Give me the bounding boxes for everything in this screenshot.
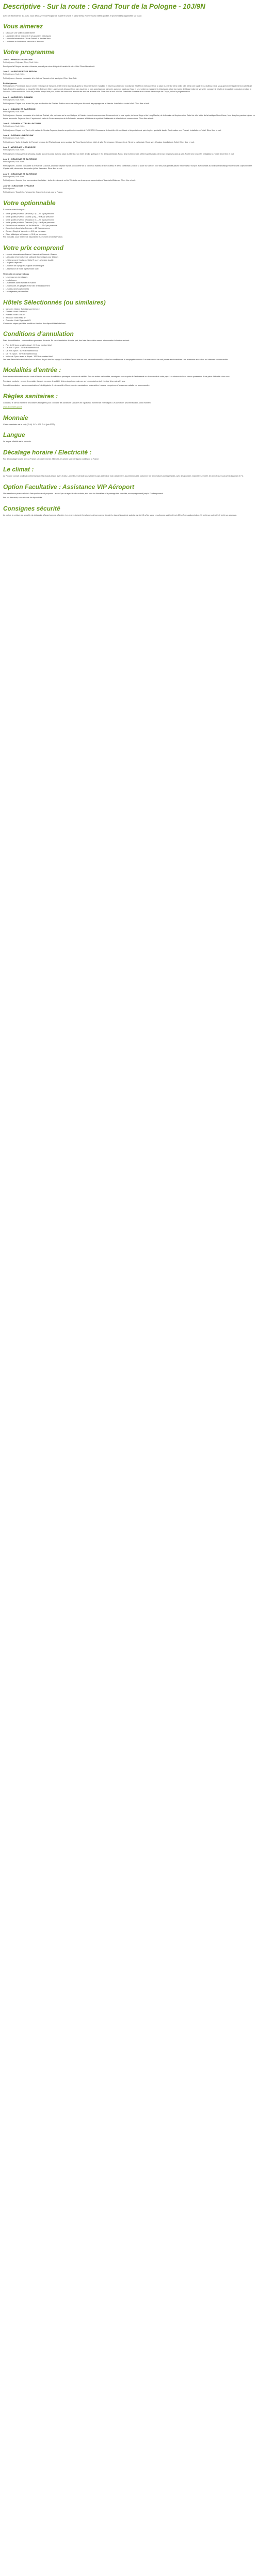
day-title: Jour 6 : POZNAN > WROCLAW: [3, 134, 34, 137]
day-title: Jour 10 : CRACOVIE > FRANCE: [3, 184, 35, 187]
section-title: Le climat :: [3, 466, 34, 473]
section-monnaie: [3, 414, 255, 427]
list-item: • Excursion aux mines de sel de Wieliczka — 75 € par personne: [3, 225, 255, 228]
list-item: • Le monde fascinant de l'île de Gdańsk et d'autres lieux: [3, 38, 255, 41]
day-title: Jour 8 : CRACOVIE ET SA RÉGION: [3, 158, 38, 161]
day-block: [3, 122, 255, 132]
section-prix: [3, 244, 255, 294]
conditions-list: [3, 344, 255, 359]
day-block: [3, 184, 255, 194]
day-title: Jour 5 : GDANSK > TORUN > POZNAN: [3, 122, 41, 125]
list-item: • Les petits-déjeuners: [3, 262, 255, 265]
day-text: Petit-déjeuner. Journée libre ou excursion facultative : visite des mines de sel de Wieliczka ou du camp de concentration d'Auschwitz-Birkenau. Dîner libre et nuit.: [3, 179, 136, 182]
day-title: Jour 4 : GDANSK ET SA RÉGION: [3, 107, 36, 110]
day-text: Petit-déjeuner. Découverte de Wrocław, la ville aux cent ponts, avec sa place du Marché, son hôtel de ville gothique et l'île de la cathédrale. Partez à la recherche des célèbres petits nains de bronze dispersés dans la ville. Route vers Cracovie. Installation à l'hôtel. Dîner libre et nuit.: [3, 152, 234, 155]
section-programme: [3, 48, 255, 194]
decalage-text: Pas de décalage horaire avec la France. Le courant est de 230 volts, les prises sont identiques à celles de la France.: [3, 457, 100, 460]
list-item: • Varsovie : Golden Tulip Warsaw Centre 4*: [3, 308, 255, 311]
day-text: Petit-déjeuner. Transfert à l'aéroport de Cracovie et envol pour la France.: [3, 191, 63, 194]
section-title: Hôtels Sélectionnés (ou similaires): [3, 298, 106, 306]
day-meta: Petit-déjeuner, Nuit. Hôtel.: [3, 175, 25, 178]
list-item: • Visite guidée privée de Varsovie (3 h) — 90 € par personne: [3, 213, 255, 216]
options-list: [3, 213, 255, 236]
list-item: • Wrocław : Hotel Piast 3*: [3, 317, 255, 320]
day-meta: Petit-déjeuner, Nuit. Hôtel.: [3, 161, 25, 163]
day-text: Petit-déjeuner. Départ vers le nord du pays en direction de Gdańsk. Arrêt en cours de route pour découvrir les paysages de la Mazurie. Installation à votre hôtel. Dîner libre et nuit.: [3, 103, 150, 105]
option-fac-text: Une assistance personnalisée à l'aéroport vous est proposée : accueil par un agent à votre arrivée, aide pour les formalités et le passage des contrôles, accompagnement jusqu'à l'embarquement.: [3, 492, 164, 495]
section-consignes: [3, 505, 255, 517]
list-item: • Plus de 30 jours avant le départ : 10 % du montant total: [3, 344, 255, 347]
list-item: • L'assistance de notre représentant local: [3, 268, 255, 271]
section-hotels: [3, 299, 255, 325]
day-meta: Petit-déjeuner, Nuit. Hôtel.: [3, 137, 25, 140]
diplomatie-link[interactable]: www.diplomatie.gouv.fr: [3, 406, 22, 409]
section-regles: [3, 393, 255, 409]
option-fac-text-2: Prix sur demande, sous réserve de disponibilité.: [3, 497, 43, 499]
section-climat: [3, 466, 255, 478]
section-title: Votre prix comprend: [3, 244, 63, 251]
highlight-list: [3, 32, 255, 43]
section-title: Décalage horaire / Electricité :: [3, 448, 92, 456]
section-conditions: [3, 330, 255, 361]
day-block: [3, 134, 255, 144]
section-title: Option Facultative : Assistance VIP Aéroport: [3, 483, 135, 490]
list-item: • Visite guidée privée de Wrocław (3 h) — 90 € par personne: [3, 219, 255, 222]
list-item: • Le carnet de voyage et un guide de la Pologne: [3, 265, 255, 268]
list-item: • Cracovie : Hotel Wyspiański 3*: [3, 319, 255, 323]
section-langue: [3, 431, 255, 444]
options-note: Prix indicatifs, sous réserve de disponibilité au moment de la réservation.: [3, 236, 63, 239]
section-title: Votre programme: [3, 48, 55, 56]
day-text: Petit-déjeuner. Journée consacrée à la visite de Gdańsk, ville portuaire sur la mer Baltique, à l'histoire riche et mouvementée. Découverte de la voie royale, de la rue Długa et du Long Marché, de la fontaine de Neptune et de l'hôtel de ville. Visite de la basilique Notre-Dame, l'une des plus grandes églises en brique au monde. Déjeuner libre. L'après-midi, visite du Centre européen de la Solidarité, consacré à l'histoire du syndicat Solidarność et à la chute du communisme. Dîner libre et nuit.: [3, 114, 255, 120]
list-item: • Visite guidée privée de Cracovie (3 h) — 90 € par personne: [3, 222, 255, 225]
intro-text: Avec cet itinéraire de 10 jours, vous découvrirez la Pologne de manière simple et sans stress. Nombreuses visites guidées et promenades organisées sur place.: [3, 15, 142, 17]
day-title: Jour 3 : VARSOVIE > GDANSK: [3, 95, 33, 98]
excluded-heading: Votre prix ne comprend pas: [3, 273, 29, 276]
list-item: • Excursion à Auschwitz-Birkenau — 85 € par personne: [3, 227, 255, 230]
day-block: [3, 173, 255, 182]
section-title: Consignes sécurité: [3, 504, 60, 512]
list-item: • Découvrir une visite en toute liberté: [3, 32, 255, 35]
list-item: • Concert Chopin à Varsovie — 45 € par personne: [3, 230, 255, 233]
day-title: Jour 2 : VARSOVIE ET SA RÉGION: [3, 70, 37, 73]
day-text: Petit-déjeuner. Promenade dans le centre historique de Varsovie, entièrement reconstruit après la Seconde Guerre mondiale et inscrit au patrimoine mondial de l'UNESCO. Découverte de la place du marché de la vieille ville, de la voie royale et du château royal. Vous apercevrez également la cathédrale Saint-Jean et le quartier de la Nouvelle Ville. Déjeuner libre. L'après-midi, découverte du parc Łazienki, le plus grand parc de Varsovie, avec son palais sur l'eau et ses nombreux monuments historiques. Visite du musée de l'Insurrection de Varsovie, consacré à la lutte de la capitale polonaise pendant la Seconde Guerre mondiale. En fin de journée, temps libre pour profiter de l'ambiance animée des rues de la vieille ville. Dîner libre et nuit à l'hôtel. Possibilité d'assister à un concert de musique de Chopin, selon la programmation.: [3, 85, 252, 93]
monnaie-text: L'unité monétaire est le złoty (PLN). 1 € = 4,30 PLN (juin 2023).: [3, 423, 55, 426]
list-item: • La location d'une voiture de catégorie économique pour 10 jours: [3, 256, 255, 259]
day-meta: Petit-déjeuner, Nuit. Hôtel.: [3, 98, 25, 101]
section-title: Règles sanitaires :: [3, 392, 58, 400]
regles-text: Consultez le site du ministère des Affaires étrangères pour connaître les conditions sanitaires en vigueur au moment de votre départ. Les conditions peuvent évoluer à tout moment.: [3, 401, 151, 404]
list-item: • Le charme et l'histoire de Varsovie et Wrocław: [3, 41, 255, 44]
list-item: • Les repas non mentionnés: [3, 276, 255, 279]
day-text: Petit-déjeuner. Départ vers Toruń, ville natale de Nicolas Copernic, inscrite au patrimoine mondial de l'UNESCO. Découverte de la vieille ville médiévale et dégustation de pain d'épice, spécialité locale. Continuation vers Poznań. Installation à l'hôtel. Dîner libre et nuit.: [3, 129, 222, 131]
hotels-note: L'ordre des étapes peut être modifié en fonction des disponibilités hôtelières.: [3, 322, 66, 325]
list-item: • Gdańsk : Hotel Gdańsk 4*: [3, 311, 255, 314]
day-title: Jour 1 : FRANCE > VARSOVIE: [3, 58, 33, 61]
section-title: Langue: [3, 431, 25, 439]
day-block: [3, 146, 255, 156]
list-item: • Le carburant, les péages et les frais de stationnement: [3, 285, 255, 288]
day-meta: Petit-déjeuner, Nuit. Hôtel.: [3, 73, 25, 76]
hotels-list: [3, 308, 255, 323]
section-modalites: [3, 366, 255, 387]
section-option-facultative: [3, 483, 255, 500]
day-meta: Petit-déjeuner, Nuit. Hôtel.: [3, 110, 25, 113]
day-text: Petit-déjeuner. Journée consacrée à la visite de Cracovie, ancienne capitale royale. Découverte de la colline du Wawel, de son château et de sa cathédrale, puis de la place du Marché, l'une des plus grandes places médiévales d'Europe, avec la halle aux draps et la basilique Notre-Dame. Déjeuner libre. L'après-midi, découverte du quartier juif de Kazimierz. Dîner libre et nuit.: [3, 164, 253, 170]
document-title: Descriptive - Sur la route : Grand Tour de la Pologne - 10J/9N: [3, 3, 205, 10]
day-meta: Petit-déjeuner.: [3, 187, 15, 190]
conditions-text: Frais de modification : voir conditions générales de vente. En cas d'annulation de votre part, des frais d'annulation seront retenus selon le barème suivant :: [3, 340, 130, 342]
list-item: • L'hébergement 9 nuits en hôtels 3* ou 4*, chambre double: [3, 259, 255, 262]
list-item: • Moins de 2 jours avant le départ : 100 % du montant total: [3, 355, 255, 359]
section-title: Modalités d'entrée :: [3, 366, 61, 374]
list-item: • Les assurances optionnelles: [3, 288, 255, 291]
day-title: Jour 9 : CRACOVIE ET SA RÉGION: [3, 172, 38, 175]
section-vous-aimerez: [3, 23, 255, 43]
list-item: • De 20 à 8 jours : 50 % du montant total: [3, 350, 255, 353]
list-item: • Visite guidée privée de Gdańsk (3 h) — 90 € par personne: [3, 216, 255, 219]
list-item: • Les entrées dans les sites et musées: [3, 282, 255, 285]
climat-text: La Pologne connaît un climat continental aux étés chauds et aux hivers froids. La meilleure période pour visiter le pays s'étend de mai à septembre. Au printemps et à l'automne, les températures sont agréables, avec des journées ensoleillées. En été, les températures peuvent dépasser 30 °C.: [3, 475, 244, 478]
list-item: • Dîner folklorique à Cracovie — 55 € par personne: [3, 233, 255, 236]
day-meta: Petit-déjeuner, Nuit. Hôtel.: [3, 125, 25, 128]
list-item: • Les dépenses personnelles: [3, 291, 255, 294]
list-item: • Poznań : Hotel Lech 3*: [3, 314, 255, 317]
section-decalage: [3, 449, 255, 461]
day-meta: Petit-déjeuner, Déjeuner, Dîner, Nuit. Hôtel.: [3, 61, 39, 64]
day-block: [3, 82, 255, 94]
included-list: [3, 253, 255, 271]
section-title: Vous aimerez: [3, 23, 43, 30]
regles-link-line: [3, 406, 255, 409]
day-title: Jour 7 : WROCLAW > CRACOVIE: [3, 146, 36, 149]
section-title: Monnaie: [3, 414, 28, 421]
modalites-text-3: Formalités sanitaires : aucune vaccination n'est obligatoire. Il est conseillé d'être à jour des vaccinations universelles. La carte européenne d'assurance maladie est recommandée.: [3, 384, 150, 387]
consignes-text: Le port de la ceinture de sécurité est obligatoire à l'avant comme à l'arrière. Les phares doivent être allumés de jour comme de nuit. Le taux d'alcoolémie autorisé est de 0,2 g/l de sang. Les vitesses sont limitées à 50 km/h en agglomération, 90 km/h sur route et 140 km/h sur autoroute.: [3, 514, 237, 516]
day-block: [3, 96, 255, 106]
day-text: Envol pour la Pologne. Arrivée à Varsovie, accueil par notre délégué et transfert à votre hôtel. Dîner libre et nuit.: [3, 65, 95, 67]
section-title: Votre optionnable: [3, 199, 56, 207]
day-text: Petit-déjeuner. Visite de la ville de Poznań, berceau de l'État polonais, avec sa place du Vieux Marché et son hôtel de ville Renaissance. Découverte de l'île de la cathédrale. Route vers Wrocław. Installation à l'hôtel. Dîner libre et nuit.: [3, 141, 195, 143]
list-item: • La grande ville de Cracovie et ses quartiers historiques: [3, 35, 255, 38]
list-item: • De 7 à 2 jours : 75 % du montant total: [3, 353, 255, 356]
day-block: [3, 58, 255, 68]
section-title: Conditions d'annulation: [3, 330, 74, 338]
section-options: [3, 199, 255, 239]
modalites-text: Pour les ressortissants français : carte d'identité en cours de validité ou passeport en cours de validité. Pour les autres nationalités, renseignez-vous auprès de l'ambassade ou du consulat de votre pays. Les mineurs doivent être en possession d'une pièce d'identité à leur nom.: [3, 376, 230, 378]
conditions-text-2: Les frais d'annulation sont calculés sur la base du prix total du voyage. Les billets d'avion émis ne sont pas remboursables, selon les conditions de la compagnie aérienne. Les assurances ne sont jamais remboursables. Une assurance annulation est vivement recommandée.: [3, 358, 229, 361]
list-item: • De 30 à 21 jours : 25 % du montant total: [3, 347, 255, 350]
options-intro: À réserver avant le départ :: [3, 208, 26, 211]
langue-text: La langue officielle est le polonais.: [3, 440, 31, 443]
list-item: • Les boissons: [3, 279, 255, 282]
excluded-list: [3, 276, 255, 294]
day-title: Petit-déjeuner: [3, 82, 17, 85]
day-meta: Petit-déjeuner, Nuit. Hôtel.: [3, 149, 25, 151]
day-text: Petit-déjeuner. Journée consacrée à la visite de Varsovie et de sa région. Dîner libre. Nuit.: [3, 77, 77, 79]
list-item: • Les vols internationaux France / Varsovie et Cracovie / France: [3, 253, 255, 257]
day-block: [3, 108, 255, 121]
day-block: [3, 70, 255, 80]
modalites-text-2: Permis de conduire : permis de conduire français en cours de validité, détenu depuis au moins un an. Le conducteur doit être âgé d'au moins 21 ans.: [3, 380, 126, 382]
day-block: [3, 158, 255, 171]
